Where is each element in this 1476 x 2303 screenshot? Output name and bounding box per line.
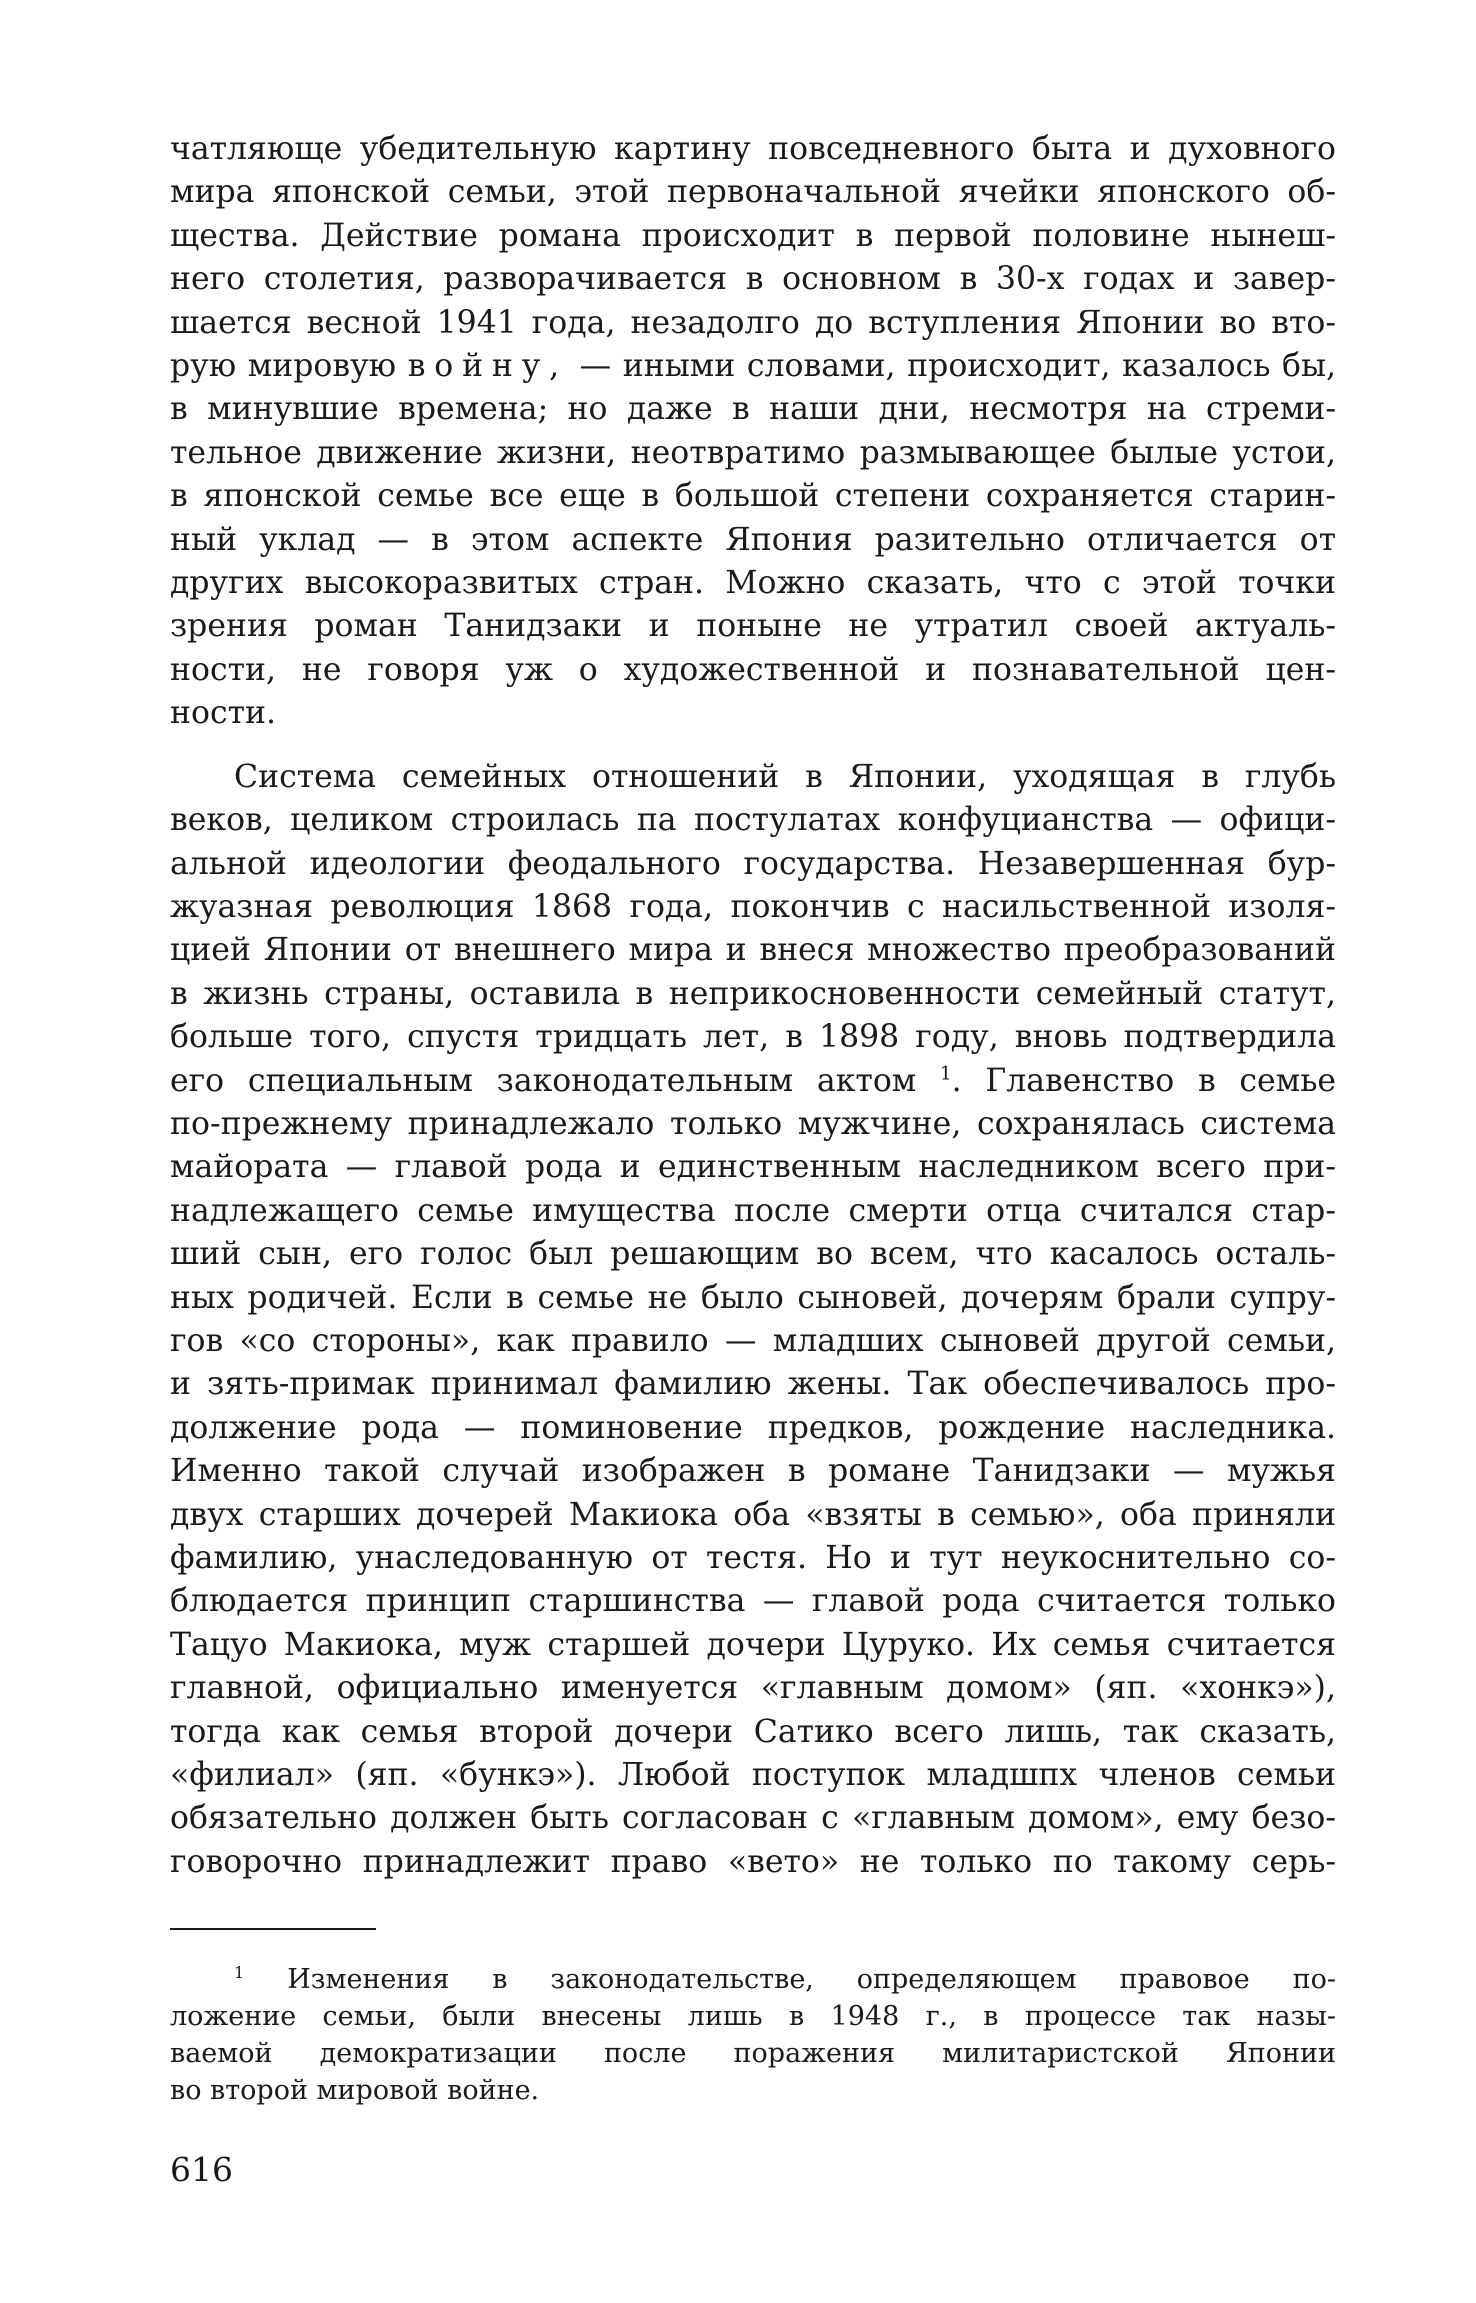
text-line: щества. Действие романа происходит в первой половине нынеш- <box>170 217 1336 254</box>
text-line: в жизнь страны, оставила в неприкосновенности семейный статут, <box>170 975 1336 1012</box>
text-line: ности. <box>170 695 277 732</box>
page-number: 616 <box>170 2150 233 2189</box>
text-span: . Главенство в семье <box>951 1062 1336 1099</box>
text-span: его специальным законодательным актом <box>170 1062 917 1099</box>
text-line: него столетия, разворачивается в основном в 30-х годах и завер- <box>170 261 1336 298</box>
text-line: зрения роман Танидзаки и поныне не утратил своей актуаль- <box>170 608 1336 645</box>
text-line: Система семейных отношений в Японии, уходящая в глубь <box>234 758 1336 795</box>
text-line: обязательно должен быть согласован с «главным домом», ему безо- <box>170 1800 1336 1837</box>
footnote-reference[interactable]: 1 <box>940 1063 952 1085</box>
text-line: тогда как семья второй дочери Сатико всего лишь, так сказать, <box>170 1713 1336 1750</box>
text-line: Тацуо Макиока, муж старшей дочери Цуруко. Их семья считается <box>170 1626 1336 1663</box>
text-line: ных родичей. Если в семье не было сыновей, дочерям брали супру- <box>170 1279 1336 1316</box>
text-line: ности, не говоря уж о художественной и познавательной цен- <box>170 651 1336 688</box>
text-line <box>170 345 1336 388</box>
text-line: чатляюще убедительную картину повседневного быта и духовного <box>170 131 1336 167</box>
footnote-line: ложение семьи, были внесены лишь в 1948 г., в процессе так назы- <box>170 2001 1336 2032</box>
footnote-divider <box>170 1928 376 1930</box>
text-line: надлежащего семье имущества после смерти отца считался стар- <box>170 1192 1336 1229</box>
paragraph-2 <box>170 756 1336 1885</box>
text-line: по-прежнему принадлежало только мужчине, сохранялась система <box>170 1105 1336 1142</box>
paragraph-1 <box>170 128 1336 736</box>
spaced-emphasis: войну, <box>407 348 568 385</box>
text-span: — иными словами, происходит, казалось бы, <box>579 348 1337 385</box>
text-line: гов «со стороны», как правило — младших сыновей другой семьи, <box>170 1322 1336 1359</box>
text-line: цией Японии от внешнего мира и внеся множество преобразований <box>170 932 1336 969</box>
text-span: Изменения в законодательстве, определяющем правовое по- <box>287 1964 1336 1995</box>
footnote-line <box>170 1961 1336 1998</box>
footnote <box>170 1961 1336 2109</box>
text-line: альной идеологии феодального государства. Незавершенная бур- <box>170 845 1336 882</box>
text-line: главной, официально именуется «главным домом» (яп. «хонкэ»), <box>170 1670 1336 1707</box>
text-line: «филиал» (яп. «бункэ»). Любой поступок младшпх членов семьи <box>170 1757 1336 1794</box>
text-line: шается весной 1941 года, незадолго до вступления Японии во вто- <box>170 304 1336 341</box>
text-line: фамилию, унаследованную от тестя. Но и тут неукоснительно со- <box>170 1540 1336 1576</box>
text-line: ший сын, его голос был решающим во всем, что касалось осталь- <box>170 1236 1336 1273</box>
text-line: Именно такой случай изображен в романе Танидзаки — мужья <box>170 1453 1336 1490</box>
footnote-line: во второй мировой войне. <box>170 2075 540 2106</box>
text-line: и зять-примак принимал фамилию жены. Так обеспечивалось про- <box>170 1366 1336 1403</box>
text-line: двух старших дочерей Макиока оба «взяты в семью», оба приняли <box>170 1496 1336 1533</box>
text-line: жуазная революция 1868 года, покончив с насильственной изоля- <box>170 888 1336 925</box>
footnote-line: ваемой демократизации после поражения милитаристской Японии <box>170 2038 1336 2069</box>
text-line: в минувшие времена; но даже в наши дни, несмотря на стреми- <box>170 391 1336 428</box>
text-line: должение рода — поминовение предков, рождение наследника. <box>170 1409 1336 1446</box>
text-line: в японской семье все еще в большой степени сохраняется старин- <box>170 478 1336 515</box>
page-body <box>170 128 1336 1884</box>
paragraph-gap <box>170 736 1336 756</box>
main-text <box>170 128 1336 1884</box>
text-line: мира японской семьи, этой первоначальной ячейки японского об- <box>170 174 1336 211</box>
text-line <box>170 1060 1336 1103</box>
text-line: веков, целиком строилась па постулатах конфуцианства — офици- <box>170 802 1336 839</box>
text-line: майората — главой рода и единственным наследником всего при- <box>170 1149 1336 1186</box>
text-line: тельное движение жизни, неотвратимо размывающее былые устои, <box>170 434 1336 471</box>
text-line: других высокоразвитых стран. Можно сказать, что с этой точки <box>170 565 1336 602</box>
text-span: рую мировую <box>170 348 397 385</box>
text-line: блюдается принцип старшинства — главой рода считается только <box>170 1583 1336 1620</box>
text-line: ный уклад — в этом аспекте Япония разительно отличается от <box>170 521 1336 558</box>
text-line: больше того, спустя тридцать лет, в 1898 году, вновь подтвердила <box>170 1019 1336 1056</box>
footnote-marker: 1 <box>234 1963 245 1982</box>
text-line: говорочно принадлежит право «вето» не только по такому серь- <box>170 1843 1336 1880</box>
